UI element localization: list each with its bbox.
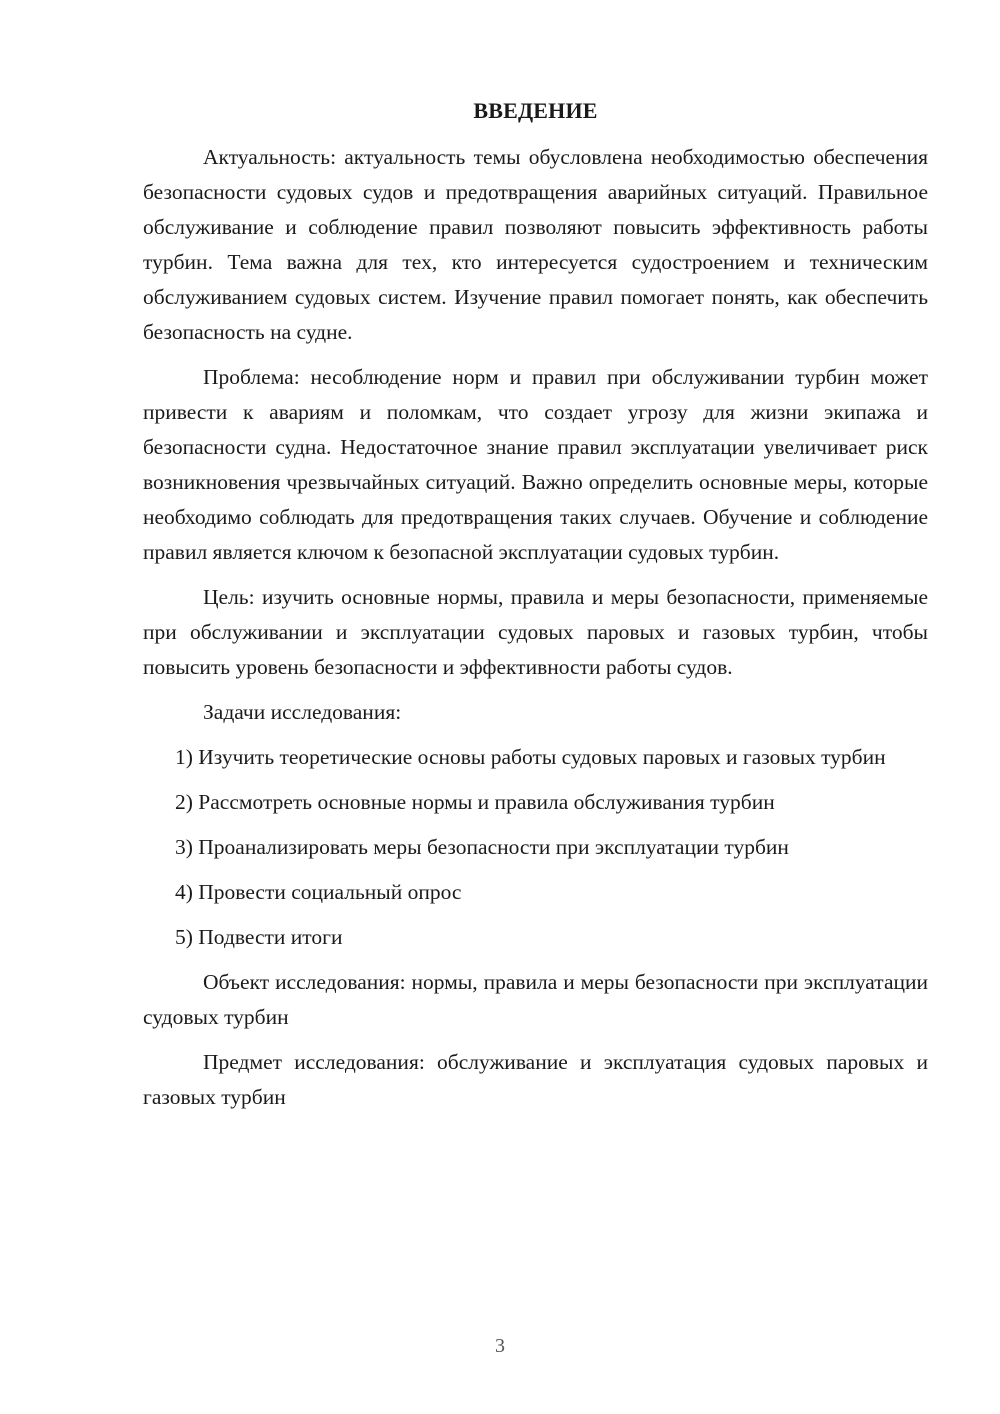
task-item-3: 3) Проанализировать меры безопасности при эксплуатации турбин	[175, 835, 789, 859]
object-paragraph: Объект исследования: нормы, правила и меры безопасности при эксплуатации судовых турбин	[143, 970, 928, 1029]
task-item-5: 5) Подвести итоги	[175, 925, 343, 949]
page-title: ВВЕДЕНИЕ	[473, 98, 598, 123]
document-page	[143, 96, 928, 1125]
tasks-list	[143, 740, 928, 955]
relevance-paragraph: Актуальность: актуальность темы обусловлена необходимостью обеспечения безопасности судовых судов и предотвращения аварийных ситуаций. Правильное обслуживание и соблюдение правил позволяют повысить эффективность работы турбин. Тема важна для тех, кто интересуется судостроением и техническим обслуживанием судовых систем. Изучение правил помогает понять, как обеспечить безопасность на судне.	[143, 145, 928, 344]
subject-paragraph: Предмет исследования: обслуживание и эксплуатация судовых паровых и газовых турбин	[143, 1050, 928, 1109]
task-item-4: 4) Провести социальный опрос	[175, 880, 462, 904]
tasks-heading: Задачи исследования:	[203, 700, 402, 724]
task-item-2: 2) Рассмотреть основные нормы и правила обслуживания турбин	[175, 790, 775, 814]
goal-paragraph: Цель: изучить основные нормы, правила и меры безопасности, применяемые при обслуживании и эксплуатации судовых паровых и газовых турбин, чтобы повысить уровень безопасности и эффективности работы судов.	[143, 585, 928, 679]
problem-paragraph: Проблема: несоблюдение норм и правил при обслуживании турбин может привести к авариям и поломкам, что создает угрозу для жизни экипажа и безопасности судна. Недостаточное знание правил эксплуатации увеличивает риск возникновения чрезвычайных ситуаций. Важно определить основные меры, которые необходимо соблюдать для предотвращения таких случаев. Обучение и соблюдение правил является ключом к безопасной эксплуатации судовых турбин.	[143, 365, 928, 564]
page-number: 3	[495, 1335, 505, 1357]
task-item-1: 1) Изучить теоретические основы работы судовых паровых и газовых турбин	[175, 745, 886, 769]
